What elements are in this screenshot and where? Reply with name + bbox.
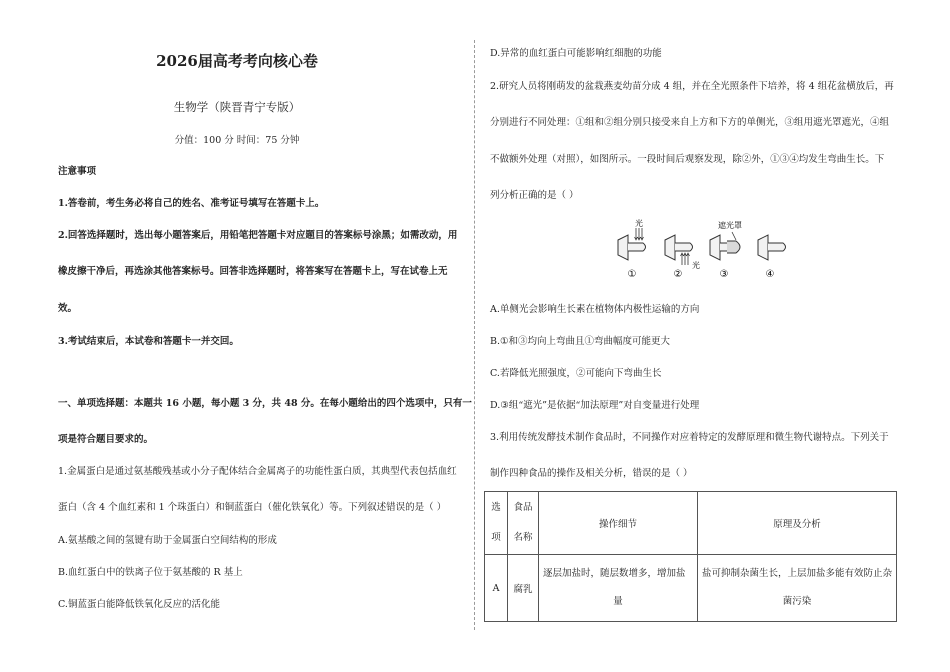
q2-stem-line-4: 列分析正确的是（ ） bbox=[490, 190, 579, 201]
q2-stem-line-1: 2.研究人员将刚萌发的盆栽燕麦幼苗分成 4 组，并在全光照条件下培养，将 4 组花盆横放后，再 bbox=[490, 81, 894, 92]
seedling-pot-1 bbox=[618, 228, 646, 260]
q2-option-c: C.若降低光照强度，②可能向下弯曲生长 bbox=[490, 368, 662, 379]
row-a-option: A bbox=[485, 555, 508, 622]
seedling-pot-3 bbox=[710, 232, 740, 260]
fig-label-light-bottom: 光 bbox=[692, 261, 700, 270]
seedling-pot-2 bbox=[665, 235, 693, 265]
q2-option-b: B.①和③均向上弯曲且①弯曲幅度可能更大 bbox=[490, 336, 671, 347]
notice-item-2-line-1: 2.回答选择题时，选出每小题答案后，用铅笔把答题卡对应题目的答案标号涂黑；如需改动，用 bbox=[58, 230, 458, 241]
header-option bbox=[485, 492, 508, 555]
q1-option-c: C.铜蓝蛋白能降低铁氧化反应的活化能 bbox=[58, 599, 220, 610]
q3-food-table bbox=[484, 491, 897, 622]
q1-stem-line-1: 1.金属蛋白是通过氨基酸残基或小分子配体结合金属离子的功能性蛋白质，其典型代表包括血红 bbox=[58, 466, 457, 477]
row-a-operation bbox=[539, 555, 698, 622]
q1-option-d: D.异常的血红蛋白可能影响红细胞的功能 bbox=[490, 48, 662, 59]
fig-label-shade: 遮光罩 bbox=[718, 221, 742, 230]
fig-number-1: ① bbox=[627, 269, 637, 280]
exam-subtitle: 生物学（陕晋青宁专版） bbox=[173, 100, 301, 114]
notice-heading: 注意事项 bbox=[58, 166, 97, 177]
row-a-principle-line-1: 盐可抑制杂菌生长，上层加盐多能有效防止杂 bbox=[702, 568, 893, 579]
notice-item-1: 1.答卷前，考生务必将自己的姓名、准考证号填写在答题卡上。 bbox=[58, 198, 325, 209]
notice-item-2-line-3: 效。 bbox=[58, 303, 78, 314]
table-row bbox=[485, 555, 897, 622]
fig-label-light-top: 光 bbox=[635, 219, 643, 228]
section-1-line-2: 项是符合题目要求的。 bbox=[58, 434, 154, 445]
q3-stem-line-1: 3.利用传统发酵技术制作食品时，不同操作对应着特定的发酵原理和微生物代谢特点。下列关于 bbox=[490, 432, 889, 443]
header-food bbox=[508, 492, 539, 555]
q2-option-a: A.单侧光会影响生长素在植物体内极性运输的方向 bbox=[490, 304, 700, 315]
q1-option-a: A.氨基酸之间的氢键有助于金属蛋白空间结构的形成 bbox=[58, 535, 277, 546]
q2-seedling-figure bbox=[610, 210, 810, 285]
row-a-principle-line-2: 菌污染 bbox=[782, 596, 812, 607]
fig-number-2: ② bbox=[673, 269, 683, 280]
q2-stem-line-2: 分别进行不同处理：①组和②组分别只接受来自上方和下方的单侧光，③组用遮光罩遮光，④组 bbox=[490, 117, 890, 128]
exam-meta: 分值：100 分 时间：75 分钟 bbox=[174, 135, 300, 146]
fig-number-3: ③ bbox=[719, 269, 729, 280]
section-1-line-1: 一、单项选择题：本题共 16 小题，每小题 3 分，共 48 分。在每小题给出的四个选项中，只有一 bbox=[58, 398, 472, 409]
row-a-operation-line-2: 量 bbox=[613, 596, 623, 607]
header-option-line-2: 项 bbox=[491, 532, 501, 543]
seedling-pot-4 bbox=[758, 235, 786, 260]
row-a-principle bbox=[698, 555, 897, 622]
header-food-line-2: 名称 bbox=[513, 532, 533, 543]
notice-item-3: 3.考试结束后，本试卷和答题卡一并交回。 bbox=[58, 336, 239, 347]
row-a-operation-line-1: 逐层加盐时，随层数增多，增加盐 bbox=[543, 568, 686, 579]
left-column bbox=[0, 0, 474, 672]
table-header-row bbox=[485, 492, 897, 555]
header-operation: 操作细节 bbox=[539, 492, 698, 555]
header-option-line-1: 选 bbox=[491, 502, 501, 513]
notice-item-2-line-2: 橡皮擦干净后，再选涂其他答案标号。回答非选择题时，将答案写在答题卡上，写在试卷上无 bbox=[58, 266, 448, 277]
fig-number-4: ④ bbox=[765, 269, 775, 280]
exam-title: 2026届高考考向核心卷 bbox=[156, 52, 318, 70]
q1-option-b: B.血红蛋白中的铁离子位于氨基酸的 R 基上 bbox=[58, 567, 243, 578]
header-principle: 原理及分析 bbox=[698, 492, 897, 555]
q2-stem-line-3: 不做额外处理（对照），如图所示。一段时间后观察发现，除②外，①③④均发生弯曲生长。下 bbox=[490, 154, 885, 165]
q2-option-d: D.③组“遮光”是依据“加法原理”对自变量进行处理 bbox=[490, 400, 700, 411]
q1-stem-line-2: 蛋白（含 4 个血红素和 1 个珠蛋白）和铜蓝蛋白（催化铁氧化）等。下列叙述错误的是（ ） bbox=[58, 502, 447, 513]
q3-stem-line-2: 制作四种食品的操作及相关分析，错误的是（ ） bbox=[490, 468, 693, 479]
row-a-food: 腐乳 bbox=[508, 555, 539, 622]
header-food-line-1: 食品 bbox=[513, 502, 533, 513]
